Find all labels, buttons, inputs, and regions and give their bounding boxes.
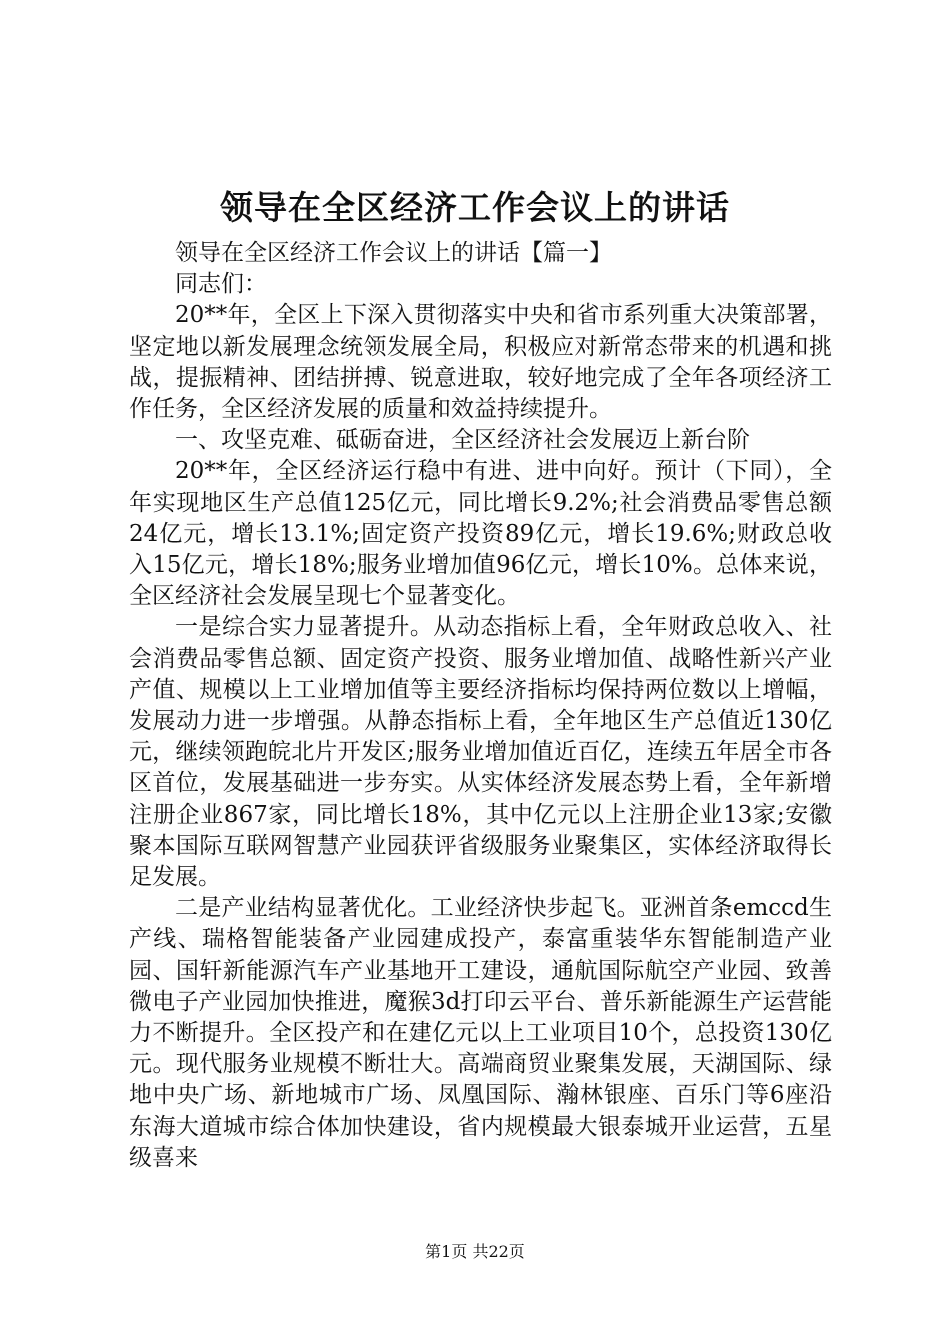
page-number-footer: 第1页 共22页 xyxy=(425,1242,525,1261)
document-title: 领导在全区经济工作会议上的讲话 xyxy=(220,188,730,227)
paragraph: 二是产业结构显著优化。工业经济快步起飞。亚洲首条emccd生产线、瑞格智能装备产业园建成投产，泰富重装华东智能制造产业园、国轩新能源汽车产业基地开工建设，通航国际航空产业园、致善微电子产业园加快推进，魔猴3d打印云平台、普乐新能源生产运营能力不断提升。全区投产和在建亿元以上工业项目10个，总投资130亿元。现代服务业规模不断壮大。高端商贸业聚集发展，天湖国际、绿地中央广场、新地城市广场、凤凰国际、瀚林银座、百乐门等6座沿东海大道城市综合体加快建设，省内规模最大银泰城开业运营，五星级喜来 xyxy=(129,895,832,1171)
paragraph: 20**年，全区上下深入贯彻落实中央和省市系列重大决策部署，坚定地以新发展理念统领发展全局，积极应对新常态带来的机遇和挑战，提振精神、团结拼搏、锐意进取，较好地完成了全年各项经济工作任务，全区经济发展的质量和效益持续提升。 xyxy=(129,302,832,423)
paragraph: 20**年，全区经济运行稳中有进、进中向好。预计（下同），全年实现地区生产总值125亿元，同比增长9.2%;社会消费品零售总额24亿元，增长13.1%;固定资产投资89亿元，增长19.6%;财政总收入15亿元，增长18%;服务业增加值96亿元，增长10%。总体来说，全区经济社会发展呈现七个显著变化。 xyxy=(129,458,832,610)
section-heading: 领导在全区经济工作会议上的讲话【篇一】 xyxy=(175,240,612,266)
salutation: 同志们： xyxy=(175,271,267,298)
section-heading: 一、攻坚克难、砥砺奋进，全区经济社会发展迈上新台阶 xyxy=(175,427,750,454)
document-body xyxy=(129,238,832,1174)
paragraph: 一是综合实力显著提升。从动态指标上看，全年财政总收入、社会消费品零售总额、固定资产投资、服务业增加值、战略性新兴产业产值、规模以上工业增加值等主要经济指标均保持两位数以上增幅，发展动力进一步增强。从静态指标上看，全年地区生产总值近130亿元，继续领跑皖北片开发区;服务业增加值近百亿，连续五年居全市各区首位，发展基础进一步夯实。从实体经济发展态势上看，全年新增注册企业867家，同比增长18%，其中亿元以上注册企业13家;安徽聚本国际互联网智慧产业园获评省级服务业聚集区，实体经济取得长足发展。 xyxy=(129,614,832,891)
